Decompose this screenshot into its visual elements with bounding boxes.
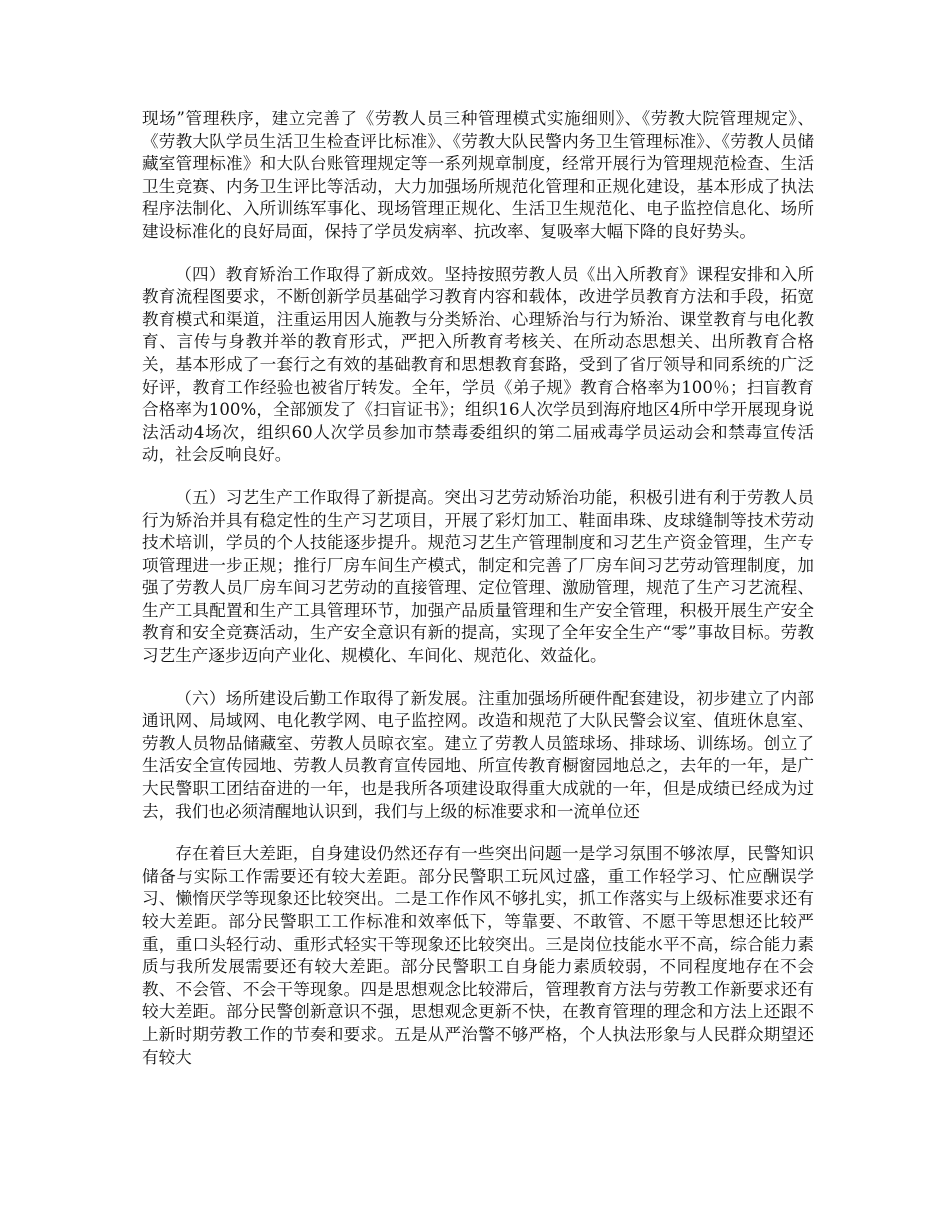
paragraph-production-skills: （五）习艺生产工作取得了新提高。突出习艺劳动矫治功能，积极引进有利于劳教人员行为矫治并具有稳定性的生产习艺项目，开展了彩灯加工、鞋面串珠、皮球缝制等技术劳动技术培训，学员的个人技能逐步提升。规范习艺生产管理制度和习艺生产资金管理，生产专项管理进一步正规；推行厂房车间生产模式，制定和完善了厂房车间习艺劳动管理制度，加强了劳教人员厂房车间习艺劳动的直接管理、定位管理、激励管理，规范了生产习艺流程、生产工具配置和生产工具管理环节，加强产品质量管理和生产安全管理，积极开展生产安全教育和安全竞赛活动，生产安全意识有新的提高，实现了全年安全生产“零”事故目标。劳教习艺生产逐步迈向产业化、规模化、车间化、规范化、效益化。 xyxy=(142,487,814,666)
document-body xyxy=(142,108,814,1089)
paragraph-education-correction: （四）教育矫治工作取得了新成效。坚持按照劳教人员《出入所教育》课程安排和入所教育流程图要求，不断创新学员基础学习教育内容和载体，改进学员教育方法和手段，拓宽教育模式和渠道，注重运用因人施教与分类矫治、心理矫治与行为矫治、课堂教育与电化教育、言传与身教并举的教育形式，严把入所教育考核关、在所动态思想关、出所教育合格关，基本形成了一套行之有效的基础教育和思想教育套路，受到了省厅领导和同系统的广泛好评，教育工作经验也被省厅转发。全年，学员《弟子规》教育合格率为100％；扫盲教育合格率为100%，全部颁发了《扫盲证书》；组织16人次学员到海府地区4所中学开展现身说法活动4场次，组织60人次学员参加市禁毒委组织的第二届戒毒学员运动会和禁毒宣传活动，社会反响良好。 xyxy=(142,264,814,465)
paragraph-management-order: 现场”管理秩序，建立完善了《劳教人员三种管理模式实施细则》、《劳教大院管理规定》、《劳教大队学员生活卫生检查评比标准》、《劳教大队民警内务卫生管理标准》、《劳教人员储藏室管理标准》和大队台账管理规定等一系列规章制度，经常开展行为管理规范检查、生活卫生竞赛、内务卫生评比等活动，大力加强场所规范化管理和正规化建设，基本形成了执法程序法制化、入所训练军事化、现场管理正规化、生活卫生规范化、电子监控信息化、场所建设标准化的良好局面，保持了学员发病率、抗改率、复吸率大幅下降的良好势头。 xyxy=(142,109,814,241)
paragraph-existing-problems: 存在着巨大差距，自身建设仍然还存有一些突出问题一是学习氛围不够浓厚，民警知识储备与实际工作需要还有较大差距。部分民警职工玩风过盛，重工作轻学习、忙应酬误学习、懒惰厌学等现象还比较突出。二是工作作风不够扎实，抓工作落实与上级标准要求还有较大差距。部分民警职工工作标准和效率低下，等靠要、不敢管、不愿干等思想还比较严重，重口头轻行动、重形式轻实干等现象还比较突出。三是岗位技能水平不高，综合能力素质与我所发展需要还有较大差距。部分民警职工自身能力素质较弱，不同程度地存在不会教、不会管、不会干等现象。四是思想观念比较滞后，管理教育方法与劳教工作新要求还有较大差距。部分民警创新意识不强，思想观念更新不快，在教育管理的理念和方法上还跟不上新时期劳教工作的节奏和要求。五是从严治警不够严格，个人执法形象与人民群众期望还有较大 xyxy=(142,844,814,1067)
paragraph-facility-logistics: （六）场所建设后勤工作取得了新发展。注重加强场所硬件配套建设，初步建立了内部通讯网、局域网、电化教学网、电子监控网。改造和规范了大队民警会议室、值班休息室、劳教人员物品储藏室、劳教人员晾衣室。建立了劳教人员篮球场、排球场、训练场。创立了生活安全宣传园地、劳教人员教育宣传园地、所宣传教育橱窗园地总之，去年的一年，是广大民警职工团结奋进的一年，也是我所各项建设取得重大成就的一年，但是成绩已经成为过去，我们也必须清醒地认识到，我们与上级的标准要求和一流单位还 xyxy=(142,688,814,821)
